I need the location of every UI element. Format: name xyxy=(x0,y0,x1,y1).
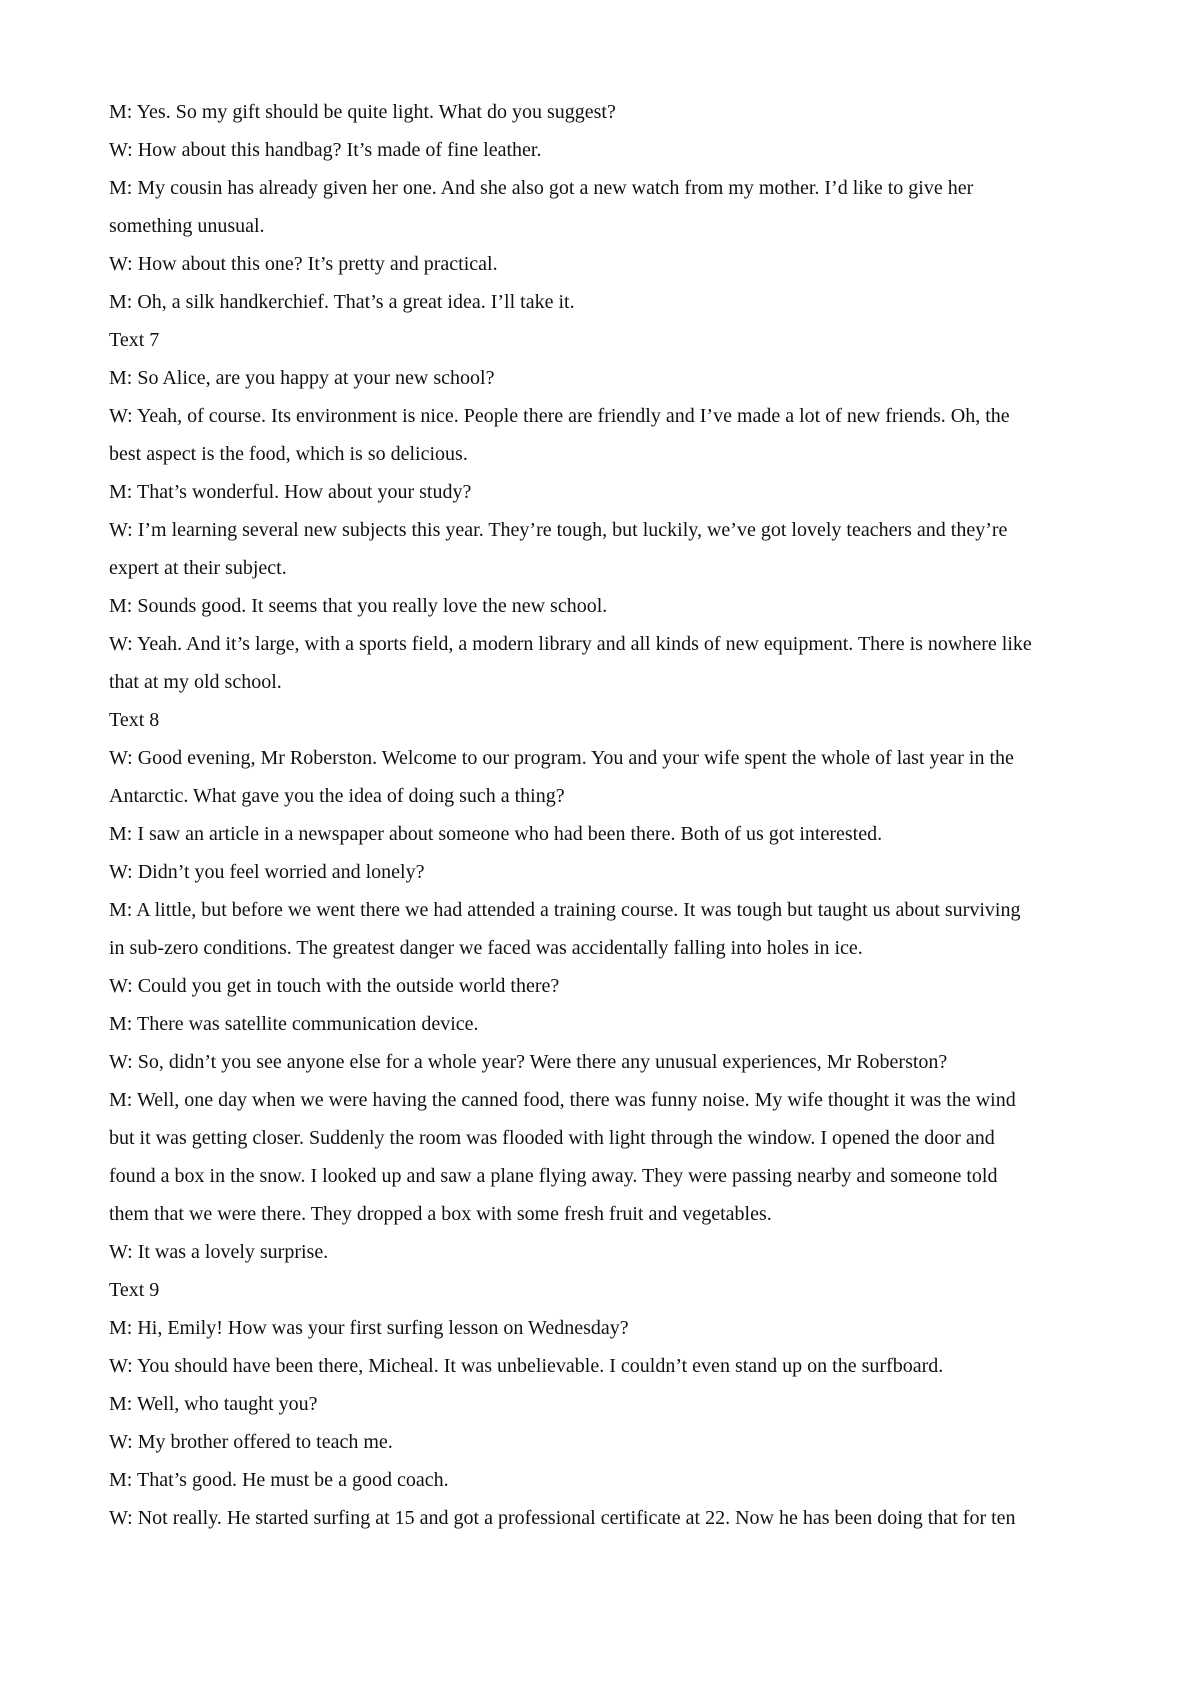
transcript-line: W: Yeah. And it’s large, with a sports field, a modern library and all kinds of new equipment. There is nowhere like xyxy=(109,633,1032,655)
transcript-line: in sub-zero conditions. The greatest danger we faced was accidentally falling into holes in ice. xyxy=(109,937,863,959)
section-heading-text-7: Text 7 xyxy=(109,329,160,351)
transcript-line: M: Sounds good. It seems that you really love the new school. xyxy=(109,595,608,617)
transcript-line: Antarctic. What gave you the idea of doing such a thing? xyxy=(109,785,565,807)
section-heading-text-9: Text 9 xyxy=(109,1279,160,1301)
transcript-line: found a box in the snow. I looked up and saw a plane flying away. They were passing nearby and someone told xyxy=(109,1165,998,1187)
transcript-line: W: Good evening, Mr Roberston. Welcome to our program. You and your wife spent the whole of last year in the xyxy=(109,747,1014,769)
transcript-line: W: Not really. He started surfing at 15 and got a professional certificate at 22. Now he has been doing that for ten xyxy=(109,1507,1016,1529)
transcript-line: W: I’m learning several new subjects this year. They’re tough, but luckily, we’ve got lovely teachers and they’re xyxy=(109,519,1008,541)
transcript-line: W: Could you get in touch with the outside world there? xyxy=(109,975,560,997)
section-heading-text-8: Text 8 xyxy=(109,709,160,731)
transcript-line: W: Didn’t you feel worried and lonely? xyxy=(109,861,425,883)
transcript-line: M: A little, but before we went there we had attended a training course. It was tough but taught us about surviving xyxy=(109,899,1021,921)
transcript-line: W: Yeah, of course. Its environment is nice. People there are friendly and I’ve made a lot of new friends. Oh, the xyxy=(109,405,1010,427)
transcript-line: M: That’s good. He must be a good coach. xyxy=(109,1469,449,1491)
transcript-line: W: How about this one? It’s pretty and practical. xyxy=(109,253,498,275)
transcript-line: W: How about this handbag? It’s made of fine leather. xyxy=(109,139,542,161)
transcript-line: best aspect is the food, which is so delicious. xyxy=(109,443,468,465)
transcript-line: W: My brother offered to teach me. xyxy=(109,1431,393,1453)
transcript-line: M: So Alice, are you happy at your new school? xyxy=(109,367,495,389)
transcript-line: but it was getting closer. Suddenly the room was flooded with light through the window. I opened the door and xyxy=(109,1127,995,1149)
transcript-line: that at my old school. xyxy=(109,671,282,693)
transcript-line: M: Oh, a silk handkerchief. That’s a great idea. I’ll take it. xyxy=(109,291,575,313)
transcript-line: W: It was a lovely surprise. xyxy=(109,1241,329,1263)
transcript-line: M: Well, who taught you? xyxy=(109,1393,318,1415)
transcript-line: M: I saw an article in a newspaper about someone who had been there. Both of us got interested. xyxy=(109,823,883,845)
transcript-line: something unusual. xyxy=(109,215,265,237)
transcript-line: M: My cousin has already given her one. And she also got a new watch from my mother. I’d like to give her xyxy=(109,177,974,199)
transcript-line: M: Well, one day when we were having the canned food, there was funny noise. My wife thought it was the wind xyxy=(109,1089,1016,1111)
transcript-line: M: Yes. So my gift should be quite light. What do you suggest? xyxy=(109,101,616,123)
transcript-line: expert at their subject. xyxy=(109,557,287,579)
transcript-body xyxy=(109,93,1109,1537)
transcript-line: W: You should have been there, Micheal. It was unbelievable. I couldn’t even stand up on the surfboard. xyxy=(109,1355,944,1377)
transcript-line: M: There was satellite communication device. xyxy=(109,1013,479,1035)
transcript-line: W: So, didn’t you see anyone else for a whole year? Were there any unusual experiences, Mr Roberston? xyxy=(109,1051,948,1073)
transcript-line: M: That’s wonderful. How about your study? xyxy=(109,481,472,503)
transcript-line: M: Hi, Emily! How was your first surfing lesson on Wednesday? xyxy=(109,1317,629,1339)
transcript-line: them that we were there. They dropped a box with some fresh fruit and vegetables. xyxy=(109,1203,772,1225)
